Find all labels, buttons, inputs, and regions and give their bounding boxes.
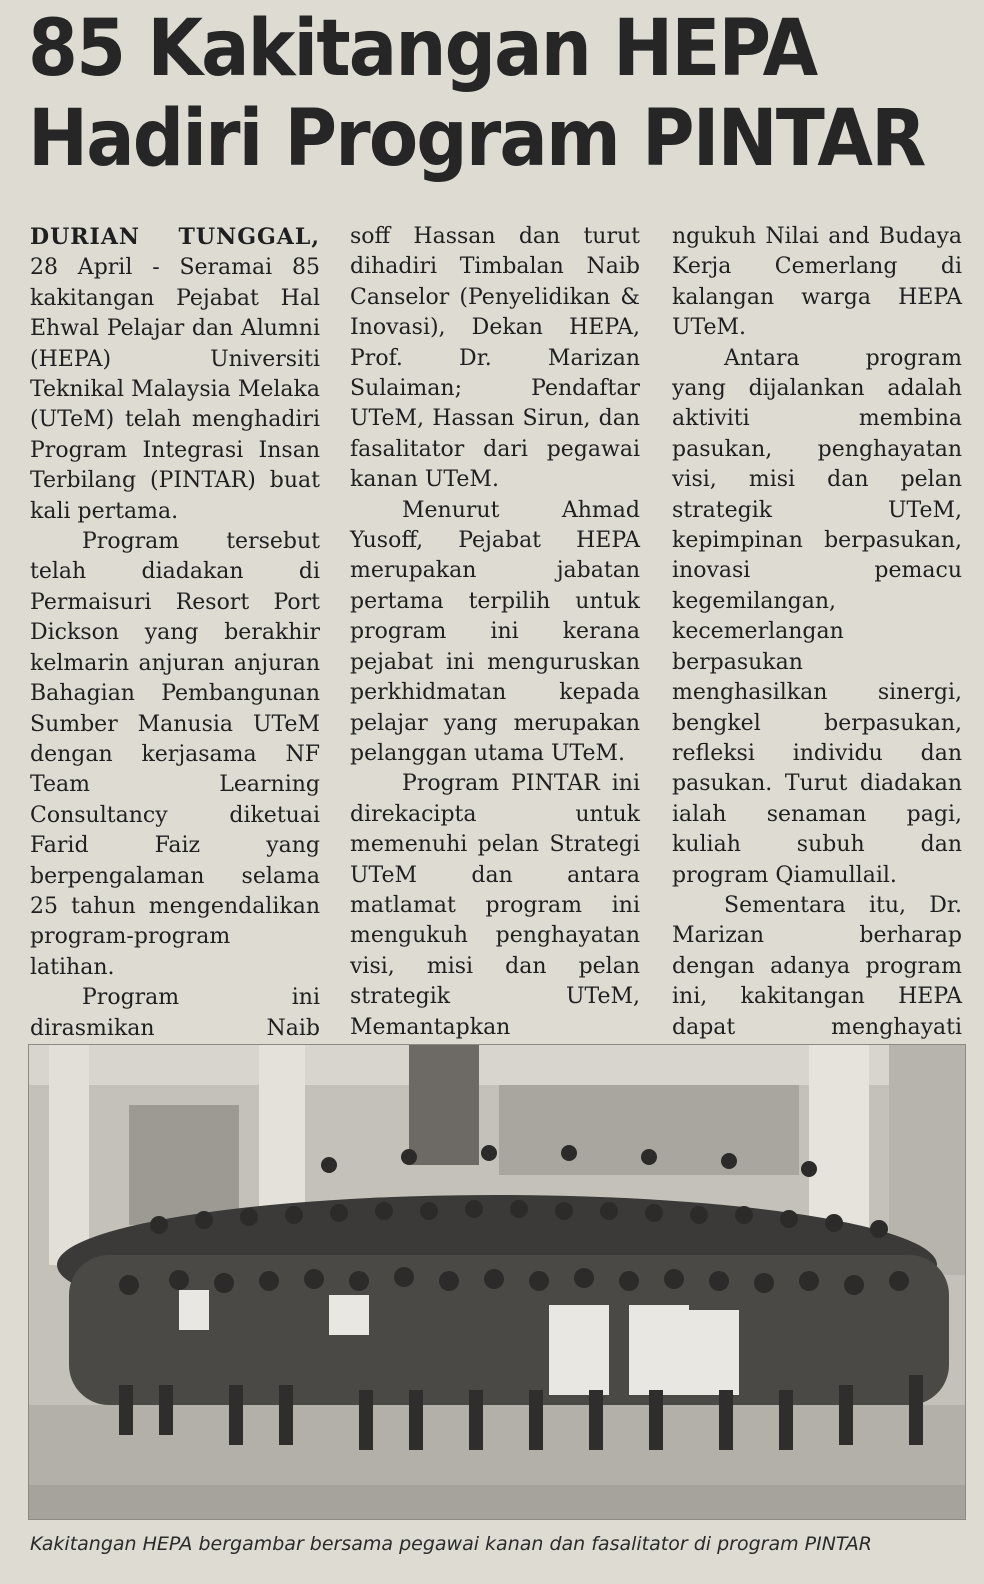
headline <box>28 4 925 184</box>
paragraph-5-continued: ngukuh Nilai and Budaya Kerja Cemerlang di kalangan warga HEPA UTeM. <box>672 224 962 341</box>
paragraph-4: Menurut Ahmad Yusoff, Pejabat HEPA merupakan jabatan pertama terpilih untuk program ini kerana pejabat ini menguruskan perkhidmatan kepada pelajar yang merupakan pelanggan utama UTeM. <box>350 497 640 766</box>
dateline: DURIAN TUNGGAL, <box>30 224 320 250</box>
dateline-paragraph <box>30 222 320 527</box>
paragraph-1: 28 April - Seramai 85 kakitangan Pejabat Hal Ehwal Pelajar dan Alumni (HEPA) Universiti Teknikal Malaysia Melaka (UTeM) telah menghadiri Program Integrasi Insan Terbilang (PINTAR) buat kali pertama. <box>30 255 320 524</box>
article-column-2 <box>350 222 640 1104</box>
group-photo-illustration <box>29 1045 965 1519</box>
paragraph-5: Program PINTAR ini direkacipta untuk memenuhi pelan Strategi UTeM dan antara matlamat program ini mengukuh penghayatan visi, misi dan pelan strategik UTeM, Memantapkan <box>350 771 640 1040</box>
paragraph-3-continued: soff Hassan dan turut dihadiri Timbalan Naib Canselor (Penyelidikan & Inovasi), Dekan HEPA, Prof. Dr. Marizan Sulaiman; Pendaftar UTeM, Hassan Sirun, dan fasalitator dari pegawai kanan UTeM. <box>350 224 640 493</box>
paragraph-7: Sementara itu, Dr. Marizan berharap dengan adanya program ini, kakitangan HEPA dapat menghayati <box>672 892 962 1040</box>
group-photo <box>28 1044 966 1520</box>
headline-line-1: 85 Kakitangan HEPA <box>28 4 817 94</box>
photo-caption: Kakitangan HEPA bergambar bersama pegawai kanan dan fasalitator di program PINTAR <box>30 1533 872 1555</box>
headline-line-2: Hadiri Program PINTAR <box>28 94 925 184</box>
paragraph-6: Antara program yang dijalankan adalah aktiviti membina pasukan, penghayatan visi, misi dan pelan strategik UTeM, kepimpinan berpasukan, inovasi pemacu kegemilangan, kecemerlangan berpasukan menghasilkan sinergi, bengkel berpasukan, refleksi individu dan pasukan. Turut diadakan ialah senaman pagi, kuliah subuh dan program Qiamullail. <box>672 345 962 888</box>
paragraph-3: Program ini dirasmikan Naib <box>30 985 320 1041</box>
paragraph-2: Program tersebut telah diadakan di Permaisuri Resort Port Dickson yang berakhir kelmarin anjuran anjuran Bahagian Pembangunan Sumber Manusia UTeM dengan kerjasama NF Team Learning Consultancy diketuai Farid Faiz yang berpengalaman selama 25 tahun mengendalikan program-program latihan. <box>30 529 320 980</box>
article-column-1 <box>30 222 320 1105</box>
